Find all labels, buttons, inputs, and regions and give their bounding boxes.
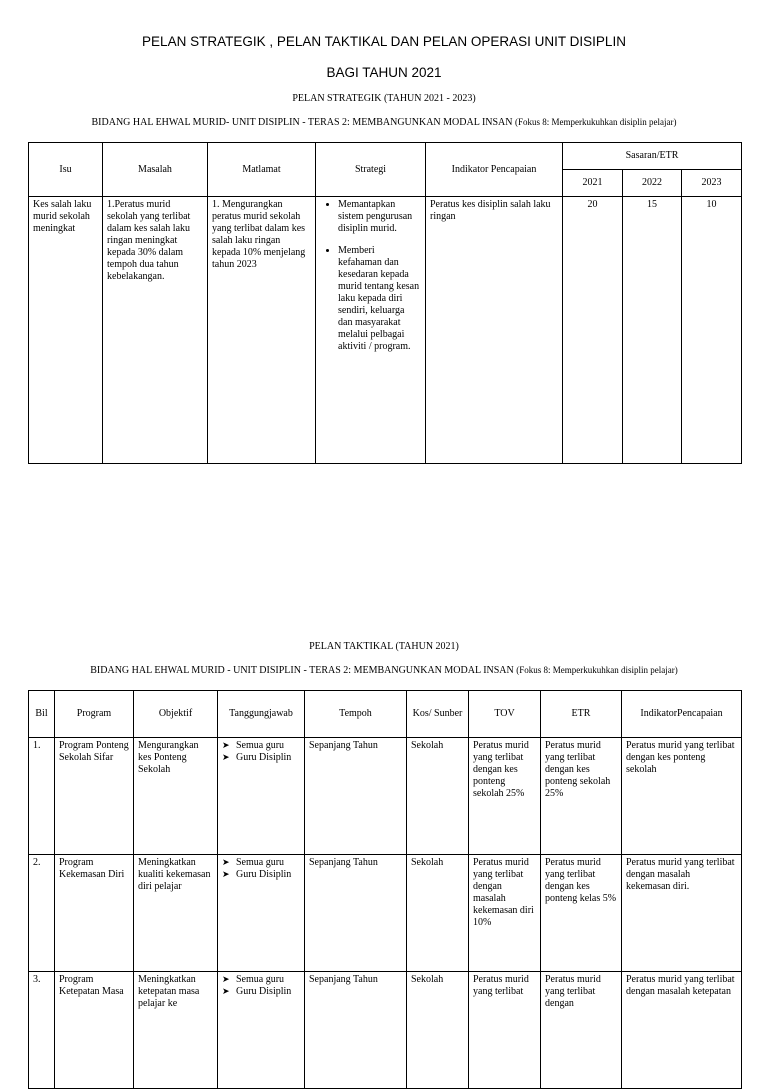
cell-target-2021: 20 xyxy=(563,197,623,464)
tactical-bidang: BIDANG HAL EHWAL MURID - UNIT DISIPLIN - TERAS 2: MEMBANGUNKAN MODAL INSAN xyxy=(90,665,514,676)
responsible-item: ➤ Guru Disiplin xyxy=(222,752,300,764)
header-kos: Kos/ Sunber xyxy=(407,691,469,738)
cell-objektif: Mengurangkan kes Ponteng Sekolah xyxy=(134,738,218,855)
header-sasaran: Sasaran/ETR xyxy=(563,143,742,170)
cell-program: Program Ponteng Sekolah Sifar xyxy=(55,738,134,855)
cell-etr: Peratus murid yang terlibat dengan kes ponteng kelas 5% xyxy=(541,855,622,972)
cell-tempoh: Sepanjang Tahun xyxy=(305,738,407,855)
strategic-fokus: (Fokus 8: Memperkukuhkan disiplin pelajar) xyxy=(515,117,677,127)
cell-tempoh: Sepanjang Tahun xyxy=(305,972,407,1089)
tactical-heading: PELAN TAKTIKAL (TAHUN 2021) xyxy=(309,641,459,652)
table-row xyxy=(29,855,742,972)
header-program: Program xyxy=(55,691,134,738)
tactical-bidang-line xyxy=(0,665,768,676)
cell-program: Program Kekemasan Diri xyxy=(55,855,134,972)
cell-tanggungjawab xyxy=(218,738,305,855)
strategic-heading: PELAN STRATEGIK (TAHUN 2021 - 2023) xyxy=(292,93,476,104)
responsible-item: ➤ Guru Disiplin xyxy=(222,869,300,881)
cell-kos: Sekolah xyxy=(407,972,469,1089)
cell-bil: 2. xyxy=(29,855,55,972)
responsible-item: ➤ Guru Disiplin xyxy=(222,986,300,998)
cell-tov: Peratus murid yang terlibat xyxy=(469,972,541,1089)
header-year-2021: 2021 xyxy=(563,170,623,197)
cell-bil: 1. xyxy=(29,738,55,855)
header-tempoh: Tempoh xyxy=(305,691,407,738)
header-year-2023: 2023 xyxy=(682,170,742,197)
cell-target-2023: 10 xyxy=(682,197,742,464)
strategi-item: • Memantapkan sistem pengurusan disiplin murid. xyxy=(338,199,421,235)
header-tanggungjawab: Tanggungjawab xyxy=(218,691,305,738)
cell-tov: Peratus murid yang terlibat dengan kes ponteng sekolah 25% xyxy=(469,738,541,855)
cell-bil: 3. xyxy=(29,972,55,1089)
cell-indikator: Peratus murid yang terlibat dengan masalah kekemasan diri. xyxy=(622,855,742,972)
header-matlamat: Matlamat xyxy=(208,143,316,197)
cell-indikator: Peratus murid yang terlibat dengan masalah ketepatan xyxy=(622,972,742,1089)
responsible-item: ➤ Semua guru xyxy=(222,857,300,869)
header-masalah: Masalah xyxy=(103,143,208,197)
cell-matlamat: 1. Mengurangkan peratus murid sekolah yang terlibat dalam kes salah laku ringan kepada 10% menjelang tahun 2023 xyxy=(208,197,316,464)
table-row xyxy=(29,738,742,855)
header-indikator-pencapaian: IndikatorPencapaian xyxy=(622,691,742,738)
cell-etr: Peratus murid yang terlibat dengan xyxy=(541,972,622,1089)
cell-indikator: Peratus kes disiplin salah laku ringan xyxy=(426,197,563,464)
cell-tempoh: Sepanjang Tahun xyxy=(305,855,407,972)
strategic-bidang-line xyxy=(0,117,768,128)
tactical-plan-table xyxy=(28,690,742,1089)
cell-objektif: Meningkatkan ketepatan masa pelajar ke xyxy=(134,972,218,1089)
tactical-fokus: (Fokus 8: Memperkukuhkan disiplin pelajar) xyxy=(516,665,678,675)
strategic-bidang: BIDANG HAL EHWAL MURID- UNIT DISIPLIN - TERAS 2: MEMBANGUNKAN MODAL INSAN xyxy=(91,117,513,128)
cell-indikator: Peratus murid yang terlibat dengan kes ponteng sekolah xyxy=(622,738,742,855)
cell-tov: Peratus murid yang terlibat dengan masalah kekemasan diri 10% xyxy=(469,855,541,972)
header-tov: TOV xyxy=(469,691,541,738)
cell-tanggungjawab xyxy=(218,972,305,1089)
cell-kos: Sekolah xyxy=(407,738,469,855)
cell-etr: Peratus murid yang terlibat dengan kes ponteng sekolah 25% xyxy=(541,738,622,855)
strategi-list xyxy=(320,199,421,353)
cell-program: Program Ketepatan Masa xyxy=(55,972,134,1089)
responsible-item: ➤ Semua guru xyxy=(222,974,300,986)
header-isu: Isu xyxy=(29,143,103,197)
strategic-plan-table xyxy=(28,142,742,464)
document-title: PELAN STRATEGIK , PELAN TAKTIKAL DAN PELAN OPERASI UNIT DISIPLIN xyxy=(142,34,626,49)
table-row xyxy=(29,972,742,1089)
header-year-2022: 2022 xyxy=(623,170,682,197)
cell-target-2022: 15 xyxy=(623,197,682,464)
header-objektif: Objektif xyxy=(134,691,218,738)
cell-isu: Kes salah laku murid sekolah meningkat xyxy=(29,197,103,464)
table-row xyxy=(29,197,742,464)
header-indikator: Indikator Pencapaian xyxy=(426,143,563,197)
document-year-title: BAGI TAHUN 2021 xyxy=(326,65,442,80)
cell-objektif: Meningkatkan kualiti kekemasan diri pelajar xyxy=(134,855,218,972)
cell-tanggungjawab xyxy=(218,855,305,972)
cell-masalah: 1.Peratus murid sekolah yang terlibat dalam kes salah laku ringan meningkat kepada 30% dalam tempoh dua tahun kebelakangan. xyxy=(103,197,208,464)
strategi-item: • Memberi kefahaman dan kesedaran kepada murid tentang kesan laku kepada diri sendiri, keluarga dan masyarakat melalui pelbagai aktiviti / program. xyxy=(338,245,421,353)
responsible-item: ➤ Semua guru xyxy=(222,740,300,752)
cell-strategi xyxy=(316,197,426,464)
header-strategi: Strategi xyxy=(316,143,426,197)
cell-kos: Sekolah xyxy=(407,855,469,972)
header-etr: ETR xyxy=(541,691,622,738)
header-bil: Bil xyxy=(29,691,55,738)
